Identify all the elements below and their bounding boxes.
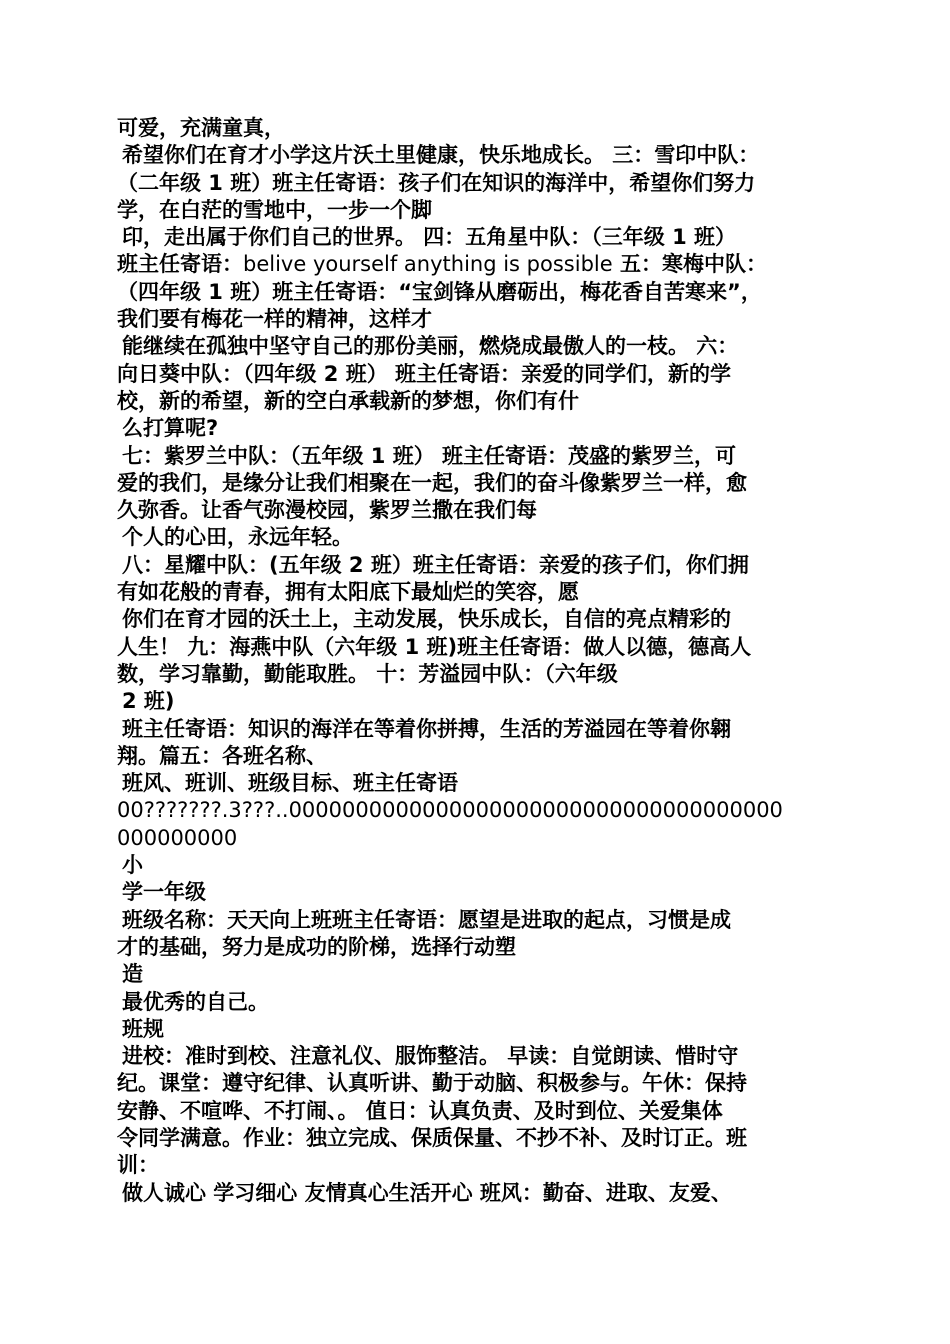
text-line: 训：	[117, 1153, 159, 1178]
text-line: 班级名称：天天向上班班主任寄语：愿望是进取的起点，习惯是成	[122, 907, 731, 932]
text-line: 我们要有梅花一样的精神，这样才	[117, 307, 432, 332]
text-line	[117, 251, 843, 278]
text-line: 久弥香。让香气弥漫校园，紫罗兰撒在我们每	[117, 498, 537, 523]
text-line: 向日葵中队：（四年级 2 班） 班主任寄语：亲爱的同学们，新的学	[117, 361, 732, 386]
text-line: 造	[122, 962, 143, 987]
text-line: 00???????.3???..0000000000000000000000000000000000000	[117, 798, 783, 823]
text-line: 爱的我们，是缘分让我们相聚在一起，我们的奋斗像紫罗兰一样，愈	[117, 470, 747, 495]
text-line: （二年级 1 班）班主任寄语：孩子们在知识的海洋中，希望你们努力	[117, 170, 756, 195]
text-line: 令同学满意。作业：独立完成、保质保量、不抄不补、及时订正。班	[117, 1125, 747, 1150]
text-line: 班主任寄语：知识的海洋在等着你拼搏，生活的芳溢园在等着你翱	[122, 716, 731, 741]
text-line: 学，在白茫的雪地中，一步一个脚	[117, 197, 432, 222]
text-line: 么打算呢?	[122, 416, 219, 441]
text-line: 翔。篇五：各班名称、	[117, 743, 327, 768]
document-body	[117, 115, 843, 1207]
text-line: 印，走出属于你们自己的世界。 四：五角星中队：（三年级 1 班）	[122, 225, 737, 250]
text-line: 学一年级	[122, 880, 206, 905]
text-segment: 五：寒梅中队：	[612, 252, 767, 277]
text-line: 数，学习靠勤，勤能取胜。 十：芳溢园中队：（六年级	[117, 661, 618, 686]
text-line: 有如花般的青春，拥有太阳底下最灿烂的笑容，愿	[117, 580, 579, 605]
text-line: 000000000	[117, 825, 238, 850]
text-line: 进校：准时到校、注意礼仪、服饰整洁。 早读：自觉朗读、惜时守	[122, 1044, 739, 1069]
text-line: 最优秀的自己。	[122, 989, 269, 1014]
text-line: （四年级 1 班）班主任寄语：“宝剑锋从磨砺出，梅花香自苦寒来”，	[117, 279, 762, 304]
text-segment: 班主任寄语：	[117, 252, 243, 277]
text-line: 希望你们在育才小学这片沃土里健康，快乐地成长。 三：雪印中队：	[122, 143, 760, 168]
text-line: 才的基础，努力是成功的阶梯，选择行动塑	[117, 934, 516, 959]
text-line: 小	[122, 853, 143, 878]
text-line: 班风、班训、班级目标、班主任寄语	[122, 771, 458, 796]
text-line: 班规	[122, 1016, 164, 1041]
text-line: 安静、不喧哗、不打闹、。 值日：认真负责、及时到位、关爱集体	[117, 1098, 723, 1123]
text-line: 做人诚心 学习细心 友情真心生活开心 班风：勤奋、进取、友爱、	[122, 1180, 732, 1205]
text-line: 人生！ 九：海燕中队（六年级 1 班)班主任寄语：做人以德，德高人	[117, 634, 752, 659]
text-line: 八：星耀中队：(五年级 2 班）班主任寄语：亲爱的孩子们，你们拥	[122, 552, 749, 577]
text-line: 校，新的希望，新的空白承载新的梦想，你们有什	[117, 388, 579, 413]
text-line: 七：紫罗兰中队：（五年级 1 班） 班主任寄语：茂盛的紫罗兰，可	[122, 443, 737, 468]
text-line: 你们在育才园的沃土上，主动发展，快乐成长，自信的亮点精彩的	[122, 607, 731, 632]
text-line: 2 班)	[122, 689, 175, 714]
text-line: 个人的心田，永远年轻。	[122, 525, 353, 550]
text-segment-english: belive yourself anything is possible	[243, 252, 613, 277]
text-line: 可爱，充满童真，	[117, 116, 285, 140]
text-line: 纪。课堂：遵守纪律、认真听讲、勤于动脑、积极参与。午休：保持	[117, 1071, 747, 1096]
text-line: 能继续在孤独中坚守自己的那份美丽，燃烧成最傲人的一枝。 六：	[122, 334, 739, 359]
